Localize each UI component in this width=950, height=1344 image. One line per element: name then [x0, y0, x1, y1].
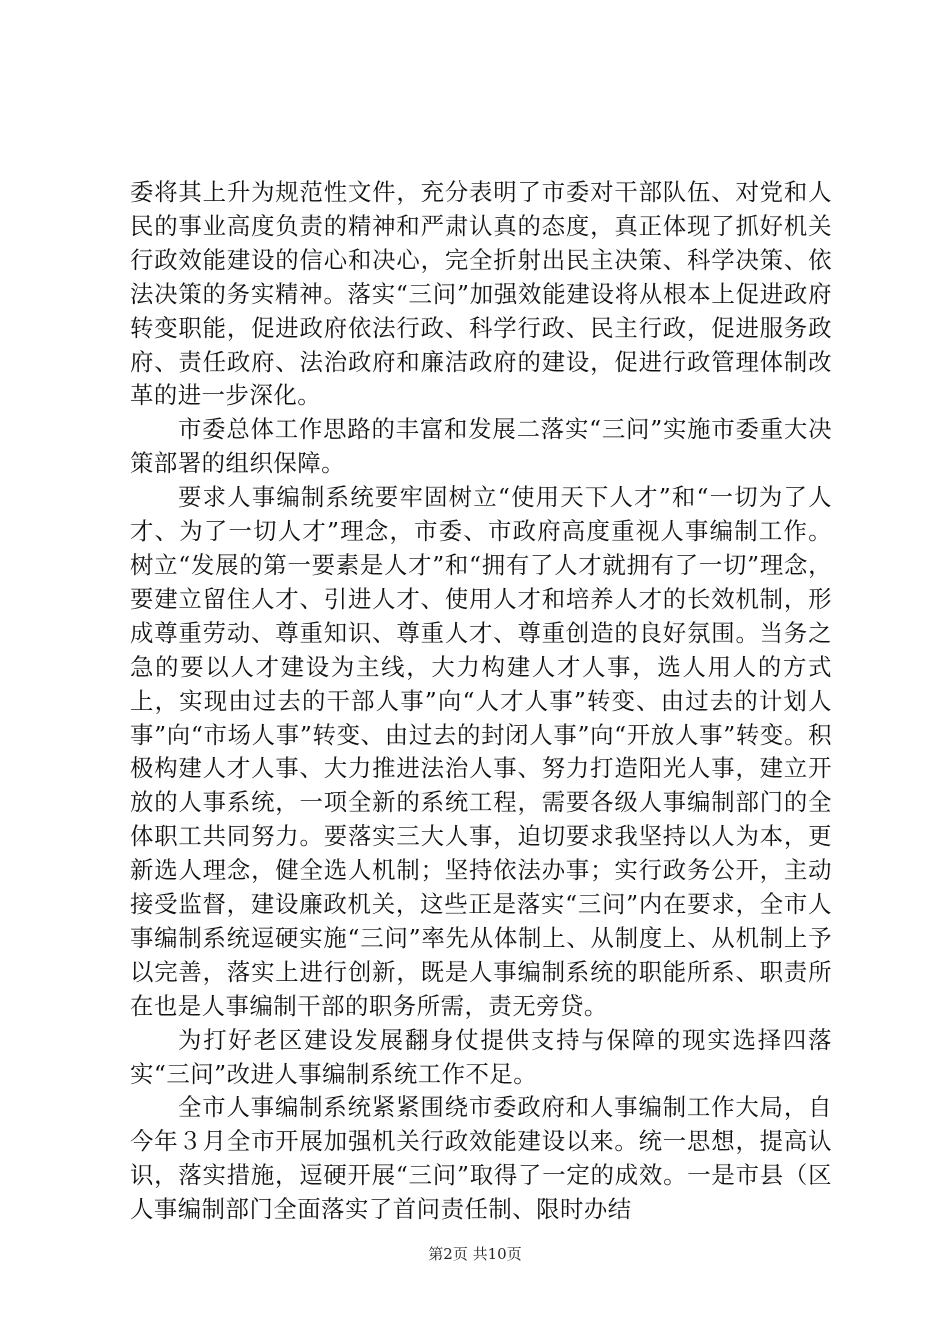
paragraph-3: 要求人事编制系统要牢固树立“使用天下人才”和“一切为了人才、为了一切人才”理念，市委、市政府高度重视人事编制工作。树立“发展的第一要素是人才”和“拥有了人才就拥有了一切”理念，要建立留住人才、引进人才、使用人才和培养人才的长效机制，形成尊重劳动、尊重知识、尊重人才、尊重创造的良好氛围。当务之急的要以人才建设为主线，大力构建人才人事，选人用人的方式上，实现由过去的干部人事”向“人才人事”转变、由过去的计划人事”向“市场人事”转变、由过去的封闭人事”向“开放人事”转变。积极构建人才人事、大力推进法治人事、努力打造阳光人事，建立开放的人事系统，一项全新的系统工程，需要各级人事编制部门的全体职工共同努力。要落实三大人事，迫切要求我坚持以人为本，更新选人理念，健全选人机制；坚持依法办事；实行政务公开，主动接受监督，建设廉政机关，这些正是落实“三问”内在要求，全市人事编制系统逗硬实施“三问”率先从体制上、从制度上、从机制上予以完善，落实上进行创新，既是人事编制系统的职能所系、职责所在也是人事编制干部的职务所需，责无旁贷。	[130, 483, 832, 1020]
paragraph-2: 市委总体工作思路的丰富和发展二落实“三问”实施市委重大决策部署的组织保障。	[130, 415, 832, 478]
paragraph-4: 为打好老区建设发展翻身仗提供支持与保障的现实选择四落实“三问”改进人事编制系统工作不足。	[130, 1025, 832, 1088]
paragraph-1: 委将其上升为规范性文件，充分表明了市委对干部队伍、对党和人民的事业高度负责的精神和严肃认真的态度，真正体现了抓好机关行政效能建设的信心和决心，完全折射出民主决策、科学决策、依法决策的务实精神。落实“三问”加强效能建设将从根本上促进政府转变职能，促进政府依法行政、科学行政、民主行政，促进服务政府、责任政府、法治政府和廉洁政府的建设，促进行政管理体制改革的进一步深化。	[130, 178, 832, 410]
paragraph-5: 全市人事编制系统紧紧围绕市委政府和人事编制工作大局，自今年３月全市开展加强机关行政效能建设以来。统一思想，提高认识，落实措施，逗硬开展“三问”取得了一定的成效。一是市县（区人事编制部门全面落实了首问责任制、限时办结	[130, 1093, 832, 1224]
document-body	[130, 176, 832, 1227]
page-number-footer: 第2页 共10页	[428, 1245, 522, 1263]
